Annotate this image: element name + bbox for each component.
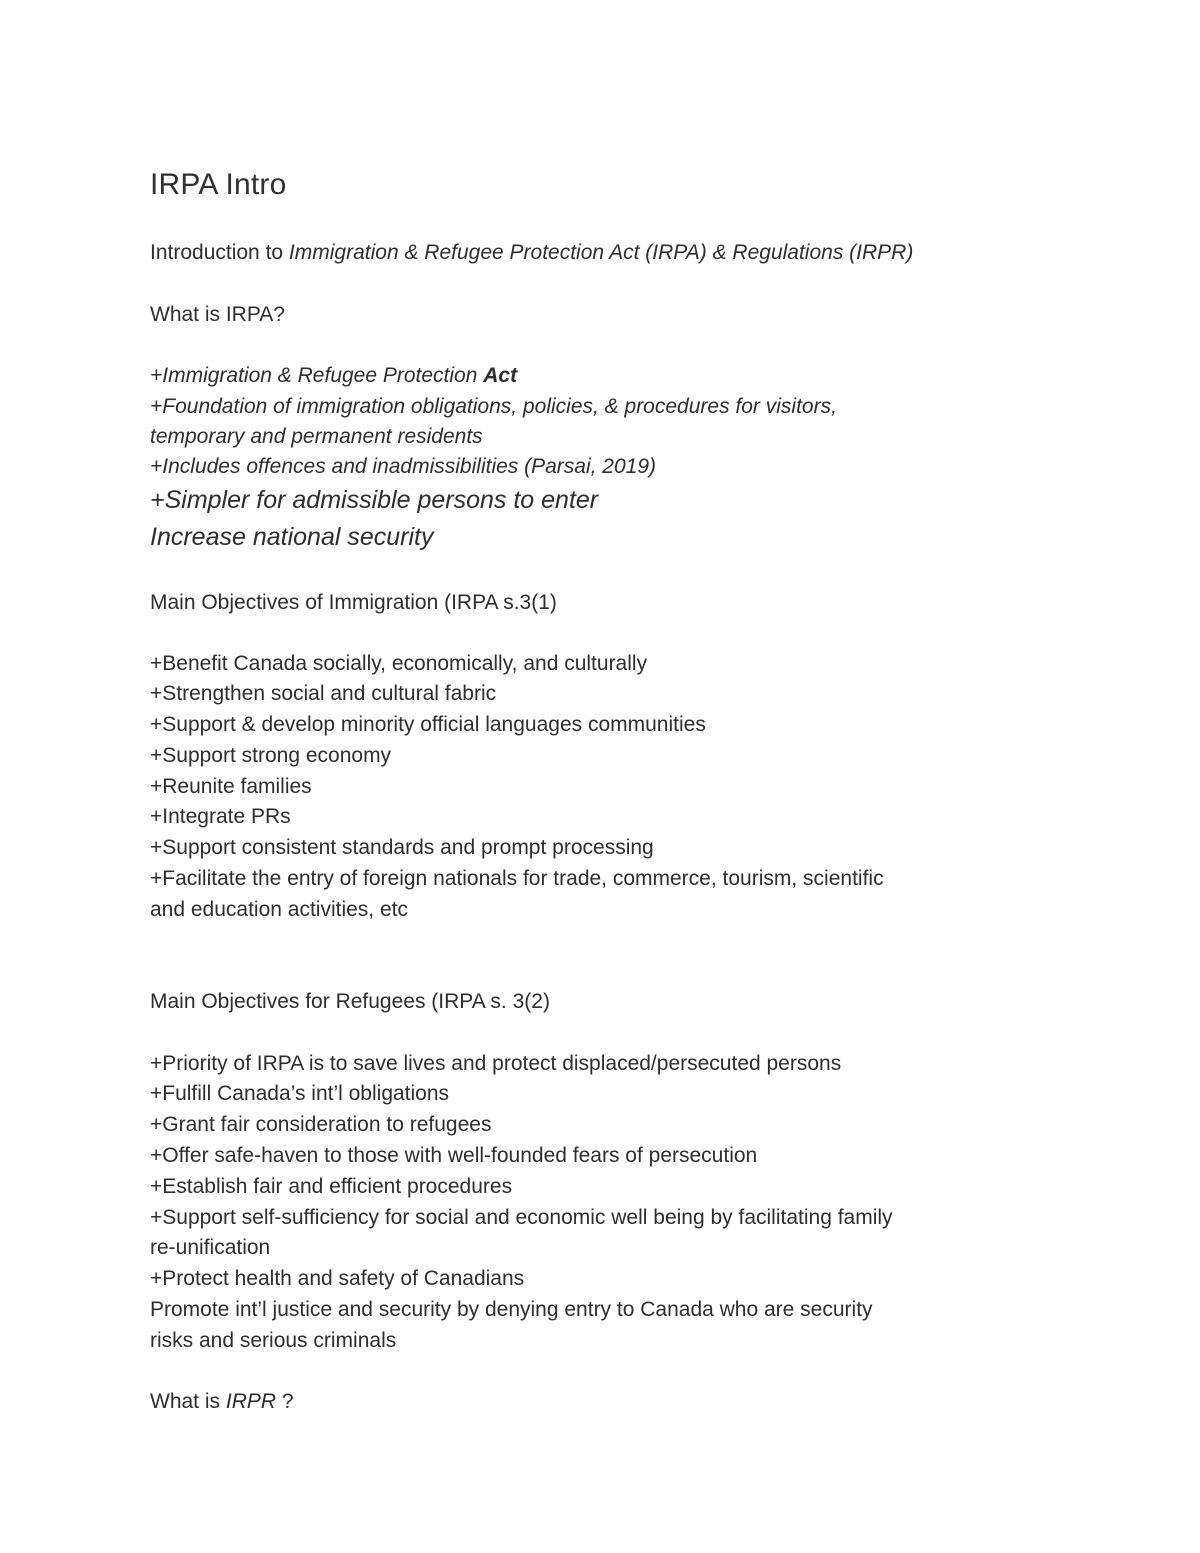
list-item: and education activities, etc	[150, 898, 408, 921]
list-item: +Offer safe-haven to those with well-founded fears of persecution	[150, 1144, 758, 1167]
section-heading-what-is-irpr	[150, 1386, 294, 1417]
irpa-line-6: Increase national security	[150, 523, 434, 551]
irpa-line-2: +Foundation of immigration obligations, policies, & procedures for visitors,	[150, 395, 837, 418]
list-item: +Support consistent standards and prompt processing	[150, 836, 654, 859]
list-item: +Strengthen social and cultural fabric	[150, 682, 497, 705]
irpr-italic: IRPR	[225, 1390, 277, 1413]
section-heading-immigration-objectives: Main Objectives of Immigration (IRPA s.3(1)	[150, 591, 557, 614]
list-item: +Priority of IRPA is to save lives and protect displaced/persecuted persons	[150, 1052, 842, 1075]
irpa-line-4: +Includes offences and inadmissibilities (Parsai, 2019)	[150, 455, 657, 478]
list-item: +Reunite families	[150, 775, 312, 798]
intro-prefix: Introduction to	[150, 241, 289, 264]
section-heading-what-is-irpa: What is IRPA?	[150, 303, 285, 326]
list-item: +Facilitate the entry of foreign nationals for trade, commerce, tourism, scientific	[150, 867, 884, 890]
intro-italic: Immigration & Refugee Protection Act (IRPA) & Regulations (IRPR)	[288, 241, 914, 264]
irpr-suffix: ?	[276, 1390, 294, 1413]
page-title: IRPA Intro	[150, 168, 287, 201]
intro-line	[150, 237, 913, 268]
list-item: +Integrate PRs	[150, 805, 291, 828]
list-item: Promote int’l justice and security by denying entry to Canada who are security	[150, 1298, 873, 1321]
irpa-line-5: +Simpler for admissible persons to enter	[150, 486, 599, 514]
section-heading-refugee-objectives: Main Objectives for Refugees (IRPA s. 3(2)	[150, 990, 550, 1013]
irpa-line-3: temporary and permanent residents	[150, 425, 483, 448]
list-item: +Support & develop minority official languages communities	[150, 713, 706, 736]
irpa-line-1-bold: Act	[483, 364, 518, 387]
list-item: risks and serious criminals	[150, 1329, 397, 1352]
list-item: +Protect health and safety of Canadians	[150, 1267, 525, 1290]
irpa-line-1	[150, 360, 517, 391]
list-item: +Support self-sufficiency for social and economic well being by facilitating family	[150, 1206, 893, 1229]
list-item: re-unification	[150, 1236, 271, 1259]
list-item: +Support strong economy	[150, 744, 392, 767]
irpa-line-1-text: +Immigration & Refugee Protection	[150, 364, 484, 387]
irpr-prefix: What is	[150, 1390, 226, 1413]
list-item: +Benefit Canada socially, economically, and culturally	[150, 652, 648, 675]
list-item: +Fulfill Canada’s int’l obligations	[150, 1082, 450, 1105]
list-item: +Establish fair and efficient procedures	[150, 1175, 513, 1198]
list-item: +Grant fair consideration to refugees	[150, 1113, 492, 1136]
